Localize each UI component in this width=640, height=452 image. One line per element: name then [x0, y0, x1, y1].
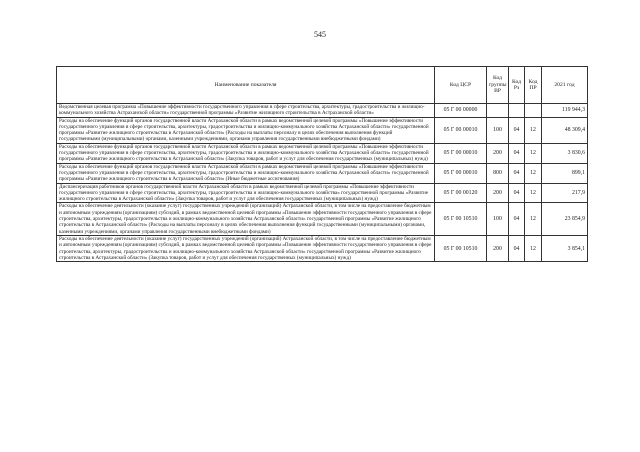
row-amount: 3 854,1 [542, 235, 588, 261]
row-csr: 05 Г 00 00000 [435, 104, 487, 118]
header-pr: Код ПР [525, 67, 542, 104]
row-rz: 04 [509, 117, 525, 143]
row-rz: 04 [509, 143, 525, 163]
row-description: Расходы на обеспечение деятельности (оказание услуг) государственных учреждений (организаций) Астраханской области, в том числе на предоставление бюджетным и автономным учреждениям (организациям) субсидий, в рамках ведомственной целевой программы «Повышение эффективности государственного управления в сфере строительства, архитектуры, градостроительства и жилищно-коммунального хозяйства Астраханской области» государственной программы «Развитие жилищного строительства в Астраханской области» (Расходы на выплаты персоналу в целях обеспечения выполнения функций государственными (муниципальными) органами, казенными учреждениями, органами управления государственными внебюджетными фондами) [57, 203, 435, 235]
row-rz: 04 [509, 203, 525, 235]
row-vr: 200 [487, 143, 509, 163]
table-row [57, 117, 588, 143]
table-row [57, 203, 588, 235]
row-pr: 12 [525, 183, 542, 203]
row-description: Расходы на обеспечение функций органов государственной власти Астраханской области в рамках ведомственной целевой программы «Повышение эффективности государственного управления в сфере строительства, архитектуры, градостроительства и жилищно-коммунального хозяйства Астраханской области» государственной программы «Развитие жилищного строительства в Астраханской области» (Иные бюджетные ассигнования) [57, 163, 435, 183]
row-description: Расходы на обеспечение функций органов государственной власти Астраханской области в рамках ведомственной целевой программы «Повышение эффективности государственного управления в сфере строительства, архитектуры, градостроительства и жилищно-коммунального хозяйства Астраханской области» государственной программы «Развитие жилищного строительства в Астраханской области» (Закупка товаров, работ и услуг для обеспечения государственных (муниципальных) нужд) [57, 143, 435, 163]
row-amount: 3 830,6 [542, 143, 588, 163]
row-pr: 12 [525, 143, 542, 163]
row-csr: 05 Г 00 00010 [435, 163, 487, 183]
row-amount: 23 854,9 [542, 203, 588, 235]
page-number: 545 [314, 30, 326, 39]
row-pr: 12 [525, 117, 542, 143]
row-vr [487, 104, 509, 118]
row-csr: 05 Г 00 10510 [435, 235, 487, 261]
header-year: 2021 год [542, 67, 588, 104]
row-rz [509, 104, 525, 118]
row-pr: 12 [525, 163, 542, 183]
row-vr: 100 [487, 117, 509, 143]
row-amount: 119 944,3 [542, 104, 588, 118]
row-csr: 05 Г 00 00010 [435, 143, 487, 163]
row-description: Расходы на обеспечение функций органов государственной власти Астраханской области в рамках ведомственной целевой программы «Повышение эффективности государственного управления в сфере строительства, архитектуры, градостроительства и жилищно-коммунального хозяйства Астраханской области» государственной программы «Развитие жилищного строительства в Астраханской области» (Расходы на выплаты персоналу в целях обеспечения выполнения функций государственными (муниципальными) органами, казенными учреждениями, органами управления государственными внебюджетными фондами) [57, 117, 435, 143]
row-rz: 04 [509, 183, 525, 203]
table-row [57, 104, 588, 118]
header-vr: Код группы ВР [487, 67, 509, 104]
header-csr: Код ЦСР [435, 67, 487, 104]
row-rz: 04 [509, 235, 525, 261]
table-row [57, 163, 588, 183]
row-csr: 05 Г 00 10510 [435, 203, 487, 235]
row-pr [525, 104, 542, 118]
table-row [57, 143, 588, 163]
row-vr: 100 [487, 203, 509, 235]
table-row [57, 235, 588, 261]
table-row [57, 183, 588, 203]
row-vr: 200 [487, 235, 509, 261]
budget-table [56, 66, 588, 262]
row-description: Ведомственная целевая программа «Повышение эффективности государственного управления в сфере строительства, архитектуры, градостроительства и жилищно-коммунального хозяйства Астраханской области» государственной программы «Развитие жилищного строительства в Астраханской области» [57, 104, 435, 118]
row-csr: 05 Г 00 00120 [435, 183, 487, 203]
row-pr: 12 [525, 235, 542, 261]
row-vr: 200 [487, 183, 509, 203]
header-indicator: Наименование показателя [57, 67, 435, 104]
row-csr: 05 Г 00 00010 [435, 117, 487, 143]
table-header-row [57, 67, 588, 104]
row-vr: 800 [487, 163, 509, 183]
row-amount: 217,9 [542, 183, 588, 203]
row-pr: 12 [525, 203, 542, 235]
row-amount: 48 309,4 [542, 117, 588, 143]
header-rz: Код Рз [509, 67, 525, 104]
row-description: Расходы на обеспечение деятельности (оказание услуг) государственных учреждений (организаций) Астраханской области, в том числе на предоставление бюджетным и автономным учреждениям (организациям) субсидий, в рамках ведомственной целевой программы «Повышение эффективности государственного управления в сфере строительства, архитектуры, градостроительства и жилищно-коммунального хозяйства Астраханской области» государственной программы «Развитие жилищного строительства в Астраханской области» (Закупка товаров, работ и услуг для обеспечения государственных (муниципальных) нужд) [57, 235, 435, 261]
row-rz: 04 [509, 163, 525, 183]
row-description: Диспансеризация работников органов государственной власти Астраханской области в рамках ведомственной целевой программы «Повышение эффективности государственного управления в сфере строительства, архитектуры, градостроительства и жилищно-коммунального хозяйства» государственной программы «Развитие жилищного строительства в Астраханской области» (Закупка товаров, работ и услуг для обеспечения государственных (муниципальных) нужд) [57, 183, 435, 203]
row-amount: 899,1 [542, 163, 588, 183]
